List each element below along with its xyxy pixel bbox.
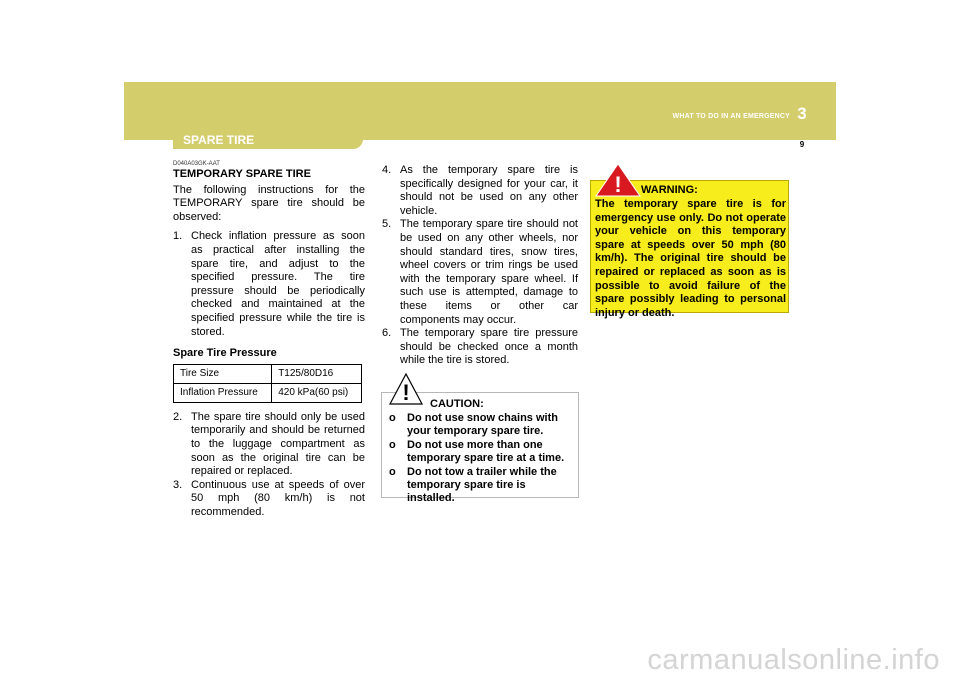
section-tab [173,129,363,149]
item-text: Check inflation pressure as soon as practical after installing the spare tire, and adjust to the specified pressure. The tire pressure should be periodically checked and maintained at the specified pressure while the tire is stored. [191,230,365,338]
bullet: o [389,465,396,478]
temporary-spare-heading: TEMPORARY SPARE TIRE [173,168,311,180]
warning-text: The temporary spare tire is for emergency use only. Do not operate your vehicle on this temporary spare at speeds over 50 mph (80 km/h). The original tire should be repaired or replaced as soon as is possible to avoid failure of the spare possibly leading to personal injury or death. [595,198,786,319]
spare-tire-pressure-heading: Spare Tire Pressure [173,347,277,360]
list-item [389,466,575,506]
item-number: 1. [173,230,183,243]
left-column [173,160,365,519]
table-cell-value: T125/80D16 [272,364,362,383]
caution-title: CAUTION: [430,398,484,410]
watermark-text: carmanualsonline.info [647,644,940,676]
bullet: o [389,412,396,424]
item-text: The temporary spare tire pressure should be checked once a month while the tire is stored. [400,327,578,367]
list-item [389,412,575,439]
warning-box [590,180,789,319]
list-item [382,164,578,218]
item-text: The spare tire should only be used temporarily and should be returned to the luggage compartment as soon as the original tire can be repaired or replaced. [191,410,365,478]
table-cell-label: Tire Size [174,364,272,383]
spare-tire-pressure-table [173,364,362,403]
table-row [174,364,362,383]
caution-list [389,412,575,506]
list-item [173,411,365,479]
list-item [173,479,365,520]
table-cell-label: Inflation Pressure [174,383,272,402]
table-row [174,383,362,402]
page-number: 9 [799,140,805,149]
watermark [0,644,960,678]
exclamation-glyph: ! [614,172,622,197]
caution-text: Do not tow a trailer while the temporary spare tire is installed. [407,465,557,505]
section-title: SPARE TIRE [183,133,255,147]
item-number: 4. [382,164,392,176]
warning-triangle-icon [389,373,423,405]
table-cell-value: 420 kPa(60 psi) [272,383,362,402]
exclamation-glyph: ! [402,380,410,405]
warning-triangle-icon [595,163,641,197]
warning-title: WARNING: [641,184,698,196]
caution-text: Do not use more than one temporary spare tire at a time. [407,438,565,465]
item-text: The temporary spare tire should not be used on any other wheels, nor should standard tires, snow tires, wheel covers or trim rings be used with the temporary spare wheel. If such use is attempted, damage to these items or other car components may occur. [400,218,578,326]
list-item [389,439,575,466]
list-item [173,230,365,339]
document-code: D040A03GK-AAT [173,161,220,167]
caution-box [381,392,579,505]
item-text: As the temporary spare tire is specifically designed for your car, it should not be used on any other vehicle. [400,164,578,217]
chapter-number: 3 [797,104,807,123]
caution-text: Do not use snow chains with your temporary spare tire. [407,412,558,438]
list-item [382,218,578,327]
item-number: 6. [382,327,392,340]
middle-column [382,164,578,368]
item-number: 3. [173,478,183,491]
intro-paragraph: The following instructions for the TEMPORARY spare tire should be observed: [173,183,365,223]
chapter-title: WHAT TO DO IN AN EMERGENCY [672,113,790,120]
bullet: o [389,438,396,451]
list-item [382,327,578,368]
item-text: Continuous use at speeds of over 50 mph (80 km/h) is not recommended. [191,478,365,518]
item-number: 2. [173,410,183,423]
item-number: 5. [382,218,392,231]
